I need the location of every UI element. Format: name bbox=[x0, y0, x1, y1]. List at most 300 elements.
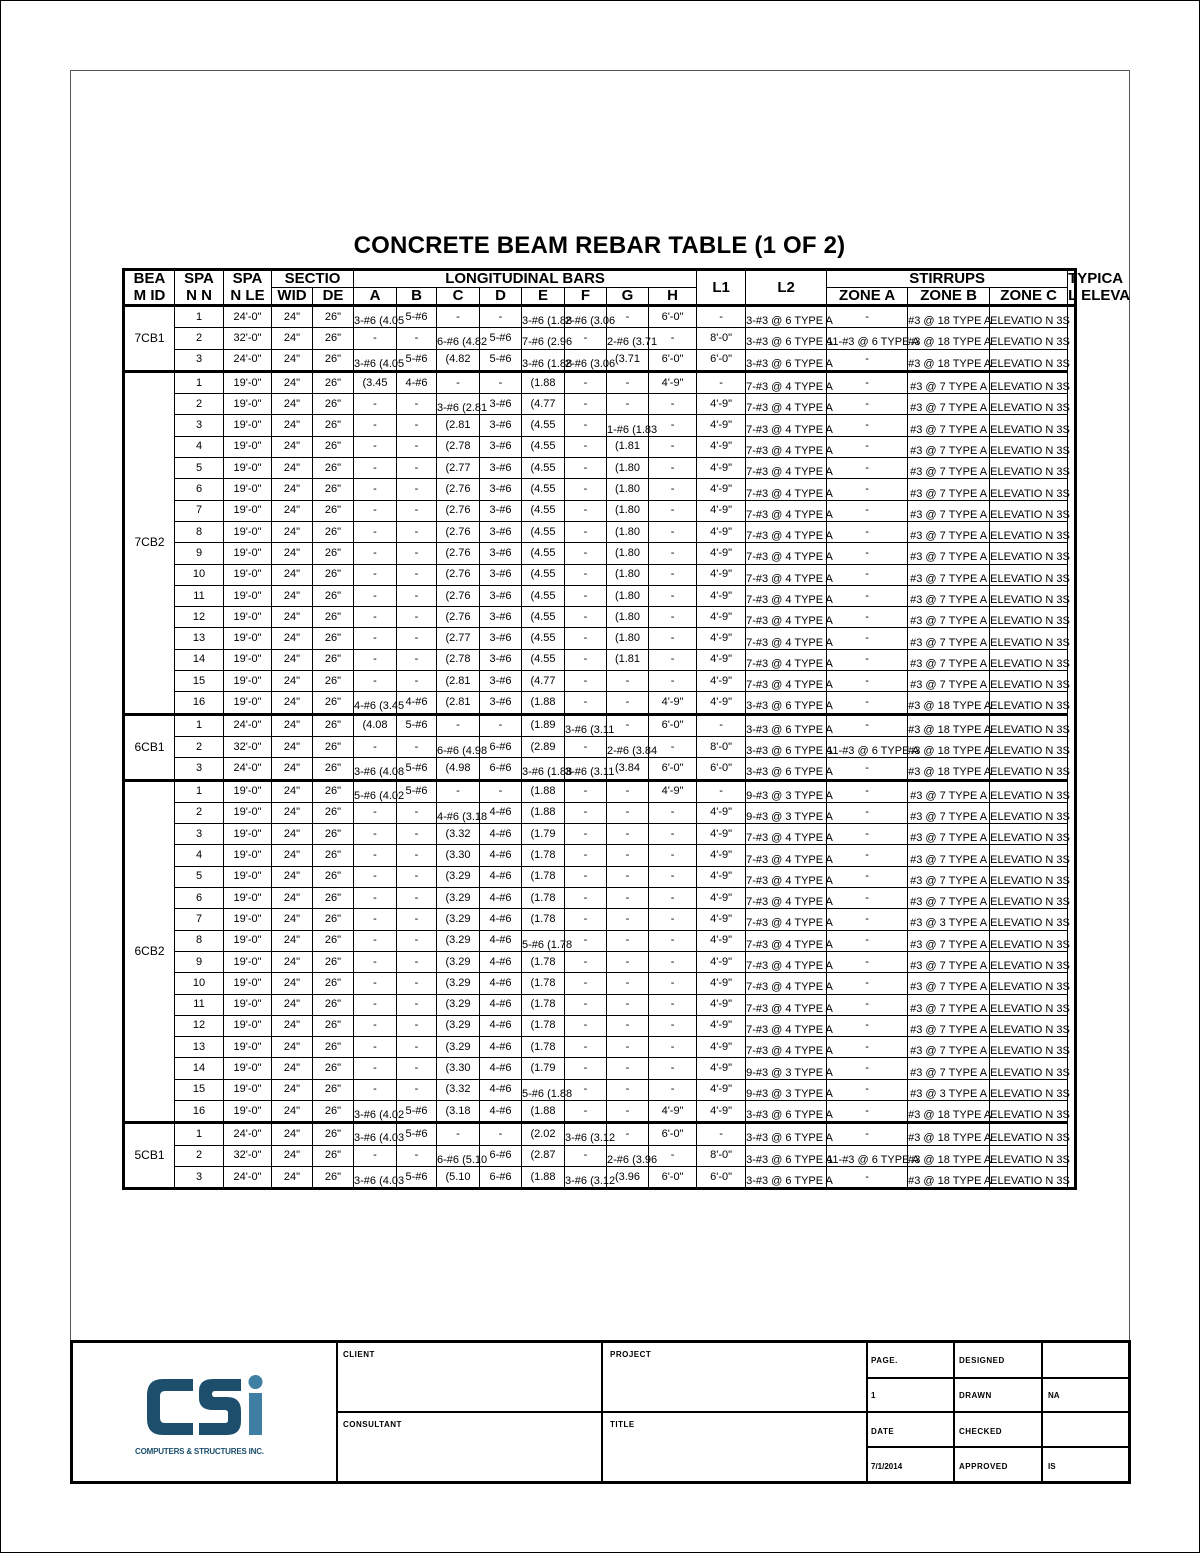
cell-bar-c: 5-#6 bbox=[397, 1100, 437, 1122]
cell-bar-b: - bbox=[354, 1037, 397, 1058]
cell-elevation: ELEVATIO N 3S bbox=[990, 415, 1068, 436]
cell-bar-g: - bbox=[565, 909, 607, 930]
cell-l2: 8'-0" bbox=[697, 736, 746, 757]
cell-bar-h: (1.80 bbox=[607, 458, 649, 479]
cell-zone-b: - bbox=[827, 1037, 908, 1058]
cell-width: 19'-0" bbox=[224, 371, 272, 393]
cell-bar-b: 3-#6 (4.05 bbox=[354, 349, 397, 371]
cell-l1: - bbox=[649, 973, 697, 994]
cell-zone-a: 3-#3 @ 6 TYPE A bbox=[746, 1123, 827, 1145]
cell-width: 19'-0" bbox=[224, 845, 272, 866]
cell-bar-a: 26" bbox=[313, 371, 354, 393]
cell-bar-a: 26" bbox=[313, 607, 354, 628]
cell-span-length: 14 bbox=[175, 1058, 224, 1079]
cell-bar-e: 6-#6 bbox=[480, 1145, 522, 1166]
cell-bar-f: (4.55 bbox=[522, 415, 565, 436]
cell-l1: 6'-0" bbox=[649, 349, 697, 371]
table-row bbox=[124, 1037, 1076, 1058]
cell-width: 24'-0" bbox=[224, 1123, 272, 1145]
cell-bar-g: - bbox=[565, 371, 607, 393]
cell-bar-f: (4.55 bbox=[522, 458, 565, 479]
cell-l2: 4'-9" bbox=[697, 415, 746, 436]
cell-bar-e: 4-#6 bbox=[480, 951, 522, 972]
cell-bar-d: - bbox=[437, 780, 480, 802]
cell-elevation: ELEVATIO N 3S bbox=[990, 328, 1068, 349]
cell-bar-c: - bbox=[397, 1015, 437, 1036]
cell-bar-b: - bbox=[354, 479, 397, 500]
cell-width: 19'-0" bbox=[224, 1079, 272, 1100]
cell-bar-d: (3.30 bbox=[437, 845, 480, 866]
cell-bar-f: (1.78 bbox=[522, 1037, 565, 1058]
cell-bar-d: (2.76 bbox=[437, 564, 480, 585]
cell-width: 19'-0" bbox=[224, 866, 272, 887]
cell-elevation: ELEVATIO N 3S bbox=[990, 780, 1068, 802]
cell-bar-e: 3-#6 bbox=[480, 436, 522, 457]
cell-bar-h: - bbox=[607, 714, 649, 736]
cell-bar-h: (1.80 bbox=[607, 585, 649, 606]
cell-zone-c: #3 @ 7 TYPE A bbox=[908, 521, 990, 542]
cell-bar-b: - bbox=[354, 564, 397, 585]
cell-bar-c: - bbox=[397, 845, 437, 866]
cell-bar-g: - bbox=[565, 824, 607, 845]
cell-bar-h: - bbox=[607, 888, 649, 909]
cell-bar-d: (2.76 bbox=[437, 607, 480, 628]
cell-span-length: 7 bbox=[175, 500, 224, 521]
cell-bar-e: 4-#6 bbox=[480, 845, 522, 866]
table-row bbox=[124, 802, 1076, 823]
cell-zone-c: #3 @ 18 TYPE A bbox=[908, 306, 990, 328]
cell-bar-e: - bbox=[480, 371, 522, 393]
cell-zone-c: #3 @ 3 TYPE A bbox=[908, 1079, 990, 1100]
cell-bar-c: - bbox=[397, 521, 437, 542]
cell-zone-a: 7-#3 @ 4 TYPE A bbox=[746, 824, 827, 845]
cell-bar-e: 3-#6 bbox=[480, 607, 522, 628]
cell-zone-a: 7-#3 @ 4 TYPE A bbox=[746, 394, 827, 415]
cell-bar-f: (1.88 bbox=[522, 1100, 565, 1122]
cell-l1: 4'-9" bbox=[649, 780, 697, 802]
cell-zone-b: - bbox=[827, 909, 908, 930]
cell-l2: 4'-9" bbox=[697, 1015, 746, 1036]
cell-bar-c: 5-#6 bbox=[397, 1123, 437, 1145]
cell-l1: - bbox=[649, 458, 697, 479]
cell-elevation: ELEVATIO N 3S bbox=[990, 649, 1068, 670]
cell-span-length: 11 bbox=[175, 585, 224, 606]
cell-bar-e: - bbox=[480, 1123, 522, 1145]
cell-elevation: ELEVATIO N 3S bbox=[990, 436, 1068, 457]
cell-zone-c: #3 @ 7 TYPE A bbox=[908, 1015, 990, 1036]
cell-bar-a: 26" bbox=[313, 671, 354, 692]
cell-bar-f: (1.78 bbox=[522, 845, 565, 866]
cell-bar-d: - bbox=[437, 1123, 480, 1145]
cell-span-length: 16 bbox=[175, 1100, 224, 1122]
cell-bar-e: 6-#6 bbox=[480, 758, 522, 780]
cell-bar-b: 5-#6 (4.02 bbox=[354, 780, 397, 802]
hdr-l2: L2 bbox=[746, 270, 827, 306]
cell-bar-g: 3-#6 (3.11 bbox=[565, 758, 607, 780]
cell-zone-b: - bbox=[827, 585, 908, 606]
cell-bar-a: 26" bbox=[313, 479, 354, 500]
cell-bar-g: - bbox=[565, 649, 607, 670]
cell-bar-a: 26" bbox=[313, 649, 354, 670]
cell-l1: - bbox=[649, 521, 697, 542]
cell-bar-a: 26" bbox=[313, 973, 354, 994]
cell-bar-g: - bbox=[565, 780, 607, 802]
cell-depth: 24" bbox=[272, 479, 313, 500]
cell-l2: 6'-0" bbox=[697, 349, 746, 371]
cell-l1: 4'-9" bbox=[649, 371, 697, 393]
cell-width: 19'-0" bbox=[224, 479, 272, 500]
cell-l2: 4'-9" bbox=[697, 628, 746, 649]
cell-bar-h: - bbox=[607, 1015, 649, 1036]
cell-bar-b: - bbox=[354, 521, 397, 542]
cell-bar-g: - bbox=[565, 736, 607, 757]
cell-bar-a: 26" bbox=[313, 1145, 354, 1166]
cell-depth: 24" bbox=[272, 371, 313, 393]
cell-width: 32'-0" bbox=[224, 736, 272, 757]
cell-depth: 24" bbox=[272, 888, 313, 909]
table-row bbox=[124, 780, 1076, 802]
cell-l2: 4'-9" bbox=[697, 802, 746, 823]
cell-l1: 4'-9" bbox=[649, 692, 697, 714]
cell-width: 19'-0" bbox=[224, 521, 272, 542]
cell-bar-g: - bbox=[565, 671, 607, 692]
table-row bbox=[124, 1123, 1076, 1145]
hdr-stirrups: STIRRUPS bbox=[827, 270, 1068, 288]
cell-bar-a: 26" bbox=[313, 628, 354, 649]
table-row bbox=[124, 328, 1076, 349]
cell-l1: 4'-9" bbox=[649, 1100, 697, 1122]
cell-zone-c: #3 @ 7 TYPE A bbox=[908, 888, 990, 909]
cell-bar-h: (3.84 bbox=[607, 758, 649, 780]
cell-bar-c: - bbox=[397, 888, 437, 909]
cell-bar-h: - bbox=[607, 845, 649, 866]
cell-bar-c: - bbox=[397, 1058, 437, 1079]
cell-zone-a: 7-#3 @ 4 TYPE A bbox=[746, 458, 827, 479]
page-title: CONCRETE BEAM REBAR TABLE (1 OF 2) bbox=[353, 232, 846, 259]
cell-zone-a: 7-#3 @ 4 TYPE A bbox=[746, 994, 827, 1015]
table-row bbox=[124, 628, 1076, 649]
cell-zone-c: #3 @ 7 TYPE A bbox=[908, 649, 990, 670]
cell-zone-c: #3 @ 7 TYPE A bbox=[908, 415, 990, 436]
cell-bar-f: (4.55 bbox=[522, 564, 565, 585]
cell-bar-h: - bbox=[607, 306, 649, 328]
cell-width: 19'-0" bbox=[224, 649, 272, 670]
cell-l2: 4'-9" bbox=[697, 607, 746, 628]
table-row bbox=[124, 736, 1076, 757]
cell-bar-h: - bbox=[607, 930, 649, 951]
cell-bar-d: (3.30 bbox=[437, 1058, 480, 1079]
cell-bar-f: (1.88 bbox=[522, 780, 565, 802]
cell-span-length: 2 bbox=[175, 328, 224, 349]
cell-width: 32'-0" bbox=[224, 1145, 272, 1166]
cell-elevation: ELEVATIO N 3S bbox=[990, 371, 1068, 393]
designed-label: DESIGNED bbox=[959, 1356, 1005, 1365]
cell-depth: 24" bbox=[272, 394, 313, 415]
cell-bar-d: 6-#6 (4.82 bbox=[437, 328, 480, 349]
cell-depth: 24" bbox=[272, 436, 313, 457]
cell-zone-c: #3 @ 18 TYPE A bbox=[908, 758, 990, 780]
cell-zone-c: #3 @ 7 TYPE A bbox=[908, 607, 990, 628]
cell-bar-a: 26" bbox=[313, 521, 354, 542]
cell-bar-b: - bbox=[354, 1079, 397, 1100]
cell-depth: 24" bbox=[272, 692, 313, 714]
cell-l2: 4'-9" bbox=[697, 394, 746, 415]
cell-bar-h: (1.80 bbox=[607, 479, 649, 500]
cell-bar-h: - bbox=[607, 802, 649, 823]
cell-span-length: 3 bbox=[175, 349, 224, 371]
cell-bar-d: 4-#6 (3.18 bbox=[437, 802, 480, 823]
cell-span-length: 2 bbox=[175, 394, 224, 415]
cell-l1: 6'-0" bbox=[649, 1123, 697, 1145]
cell-depth: 24" bbox=[272, 1079, 313, 1100]
cell-zone-a: 7-#3 @ 4 TYPE A bbox=[746, 585, 827, 606]
cell-depth: 24" bbox=[272, 415, 313, 436]
cell-depth: 24" bbox=[272, 866, 313, 887]
cell-bar-h: - bbox=[607, 692, 649, 714]
cell-zone-b: - bbox=[827, 714, 908, 736]
cell-bar-g: - bbox=[565, 994, 607, 1015]
cell-l1: - bbox=[649, 585, 697, 606]
cell-bar-d: 6-#6 (5.10 bbox=[437, 1145, 480, 1166]
cell-bar-g: - bbox=[565, 973, 607, 994]
cell-zone-b: - bbox=[827, 371, 908, 393]
cell-bar-f: (1.79 bbox=[522, 1058, 565, 1079]
cell-width: 19'-0" bbox=[224, 824, 272, 845]
cell-zone-a: 7-#3 @ 4 TYPE A bbox=[746, 479, 827, 500]
cell-bar-c: 5-#6 bbox=[397, 714, 437, 736]
cell-zone-b: - bbox=[827, 866, 908, 887]
cell-zone-a: 7-#3 @ 4 TYPE A bbox=[746, 371, 827, 393]
cell-bar-b: - bbox=[354, 951, 397, 972]
cell-zone-c: #3 @ 18 TYPE A bbox=[908, 714, 990, 736]
cell-elevation: ELEVATIO N 3S bbox=[990, 1100, 1068, 1122]
cell-bar-e: 3-#6 bbox=[480, 692, 522, 714]
cell-bar-a: 26" bbox=[313, 1166, 354, 1188]
table-row bbox=[124, 649, 1076, 670]
cell-l2: 4'-9" bbox=[697, 1079, 746, 1100]
cell-bar-h: 2-#6 (3.84 bbox=[607, 736, 649, 757]
cell-zone-b: - bbox=[827, 780, 908, 802]
cell-bar-d: (4.98 bbox=[437, 758, 480, 780]
beam-id-cell: 7CB1 bbox=[124, 306, 175, 372]
cell-zone-a: 7-#3 @ 4 TYPE A bbox=[746, 628, 827, 649]
cell-bar-d: (3.29 bbox=[437, 951, 480, 972]
page-value: 1 bbox=[871, 1391, 876, 1400]
cell-width: 19'-0" bbox=[224, 1015, 272, 1036]
table-row bbox=[124, 909, 1076, 930]
cell-zone-a: 3-#3 @ 6 TYPE A bbox=[746, 349, 827, 371]
cell-bar-g: - bbox=[565, 888, 607, 909]
table-row bbox=[124, 714, 1076, 736]
table-row bbox=[124, 1145, 1076, 1166]
cell-bar-e: 3-#6 bbox=[480, 564, 522, 585]
cell-l2: 4'-9" bbox=[697, 973, 746, 994]
cell-bar-c: - bbox=[397, 671, 437, 692]
cell-zone-a: 3-#3 @ 6 TYPE A bbox=[746, 714, 827, 736]
cell-width: 19'-0" bbox=[224, 607, 272, 628]
cell-bar-c: - bbox=[397, 458, 437, 479]
cell-l1: - bbox=[649, 1145, 697, 1166]
cell-bar-b: - bbox=[354, 1145, 397, 1166]
cell-depth: 24" bbox=[272, 543, 313, 564]
cell-bar-e: 4-#6 bbox=[480, 824, 522, 845]
cell-l1: - bbox=[649, 564, 697, 585]
cell-bar-c: - bbox=[397, 436, 437, 457]
cell-bar-c: - bbox=[397, 585, 437, 606]
cell-l2: 8'-0" bbox=[697, 1145, 746, 1166]
cell-elevation: ELEVATIO N 3S bbox=[990, 1145, 1068, 1166]
cell-zone-b: - bbox=[827, 973, 908, 994]
cell-elevation: ELEVATIO N 3S bbox=[990, 394, 1068, 415]
cell-zone-b: - bbox=[827, 802, 908, 823]
table-row bbox=[124, 758, 1076, 780]
cell-elevation: ELEVATIO N 3S bbox=[990, 951, 1068, 972]
hdr-span-len: SPA bbox=[224, 270, 272, 288]
cell-width: 19'-0" bbox=[224, 1058, 272, 1079]
cell-zone-a: 7-#3 @ 4 TYPE A bbox=[746, 866, 827, 887]
hdr-zone-b: ZONE B bbox=[908, 288, 990, 306]
cell-bar-g: 3-#6 (3.12 bbox=[565, 1123, 607, 1145]
cell-zone-b: 11-#3 @ 6 TYPE A bbox=[827, 1145, 908, 1166]
cell-zone-b: - bbox=[827, 458, 908, 479]
cell-bar-h: - bbox=[607, 671, 649, 692]
cell-span-length: 2 bbox=[175, 736, 224, 757]
cell-elevation: ELEVATIO N 3S bbox=[990, 543, 1068, 564]
cell-bar-a: 26" bbox=[313, 714, 354, 736]
cell-zone-a: 3-#3 @ 6 TYPE A bbox=[746, 1100, 827, 1122]
cell-bar-c: - bbox=[397, 909, 437, 930]
cell-bar-f: (1.78 bbox=[522, 909, 565, 930]
table-row bbox=[124, 607, 1076, 628]
date-label: DATE bbox=[871, 1427, 895, 1436]
cell-bar-g: - bbox=[565, 479, 607, 500]
cell-bar-d: (2.81 bbox=[437, 415, 480, 436]
cell-bar-c: - bbox=[397, 415, 437, 436]
cell-zone-a: 3-#3 @ 6 TYPE A bbox=[746, 306, 827, 328]
cell-span-length: 1 bbox=[175, 306, 224, 328]
cell-span-length: 8 bbox=[175, 521, 224, 542]
cell-l1: - bbox=[649, 543, 697, 564]
cell-zone-a: 7-#3 @ 4 TYPE A bbox=[746, 500, 827, 521]
cell-l1: - bbox=[649, 1079, 697, 1100]
cell-bar-a: 26" bbox=[313, 543, 354, 564]
cell-bar-g: 2-#6 (3.06 bbox=[565, 349, 607, 371]
cell-elevation: ELEVATIO N 3S bbox=[990, 692, 1068, 714]
cell-bar-h: 2-#6 (3.71 bbox=[607, 328, 649, 349]
cell-bar-a: 26" bbox=[313, 888, 354, 909]
cell-elevation: ELEVATIO N 3S bbox=[990, 1037, 1068, 1058]
cell-zone-b: - bbox=[827, 1079, 908, 1100]
cell-bar-e: 4-#6 bbox=[480, 802, 522, 823]
cell-bar-a: 26" bbox=[313, 1037, 354, 1058]
cell-l2: - bbox=[697, 306, 746, 328]
table-row bbox=[124, 306, 1076, 328]
cell-zone-b: - bbox=[827, 1100, 908, 1122]
cell-bar-e: 3-#6 bbox=[480, 585, 522, 606]
cell-bar-e: 3-#6 bbox=[480, 394, 522, 415]
cell-span-length: 12 bbox=[175, 607, 224, 628]
cell-bar-f: (1.88 bbox=[522, 371, 565, 393]
cell-l1: - bbox=[649, 671, 697, 692]
cell-l1: - bbox=[649, 328, 697, 349]
cell-span-length: 10 bbox=[175, 564, 224, 585]
company-name: COMPUTERS & STRUCTURES INC. bbox=[135, 1447, 264, 1456]
cell-zone-c: #3 @ 7 TYPE A bbox=[908, 628, 990, 649]
cell-bar-e: 4-#6 bbox=[480, 1015, 522, 1036]
cell-zone-a: 3-#3 @ 6 TYPE A bbox=[746, 758, 827, 780]
cell-zone-a: 7-#3 @ 4 TYPE A bbox=[746, 521, 827, 542]
cell-bar-b: - bbox=[354, 1015, 397, 1036]
cell-width: 19'-0" bbox=[224, 930, 272, 951]
cell-bar-b: - bbox=[354, 607, 397, 628]
cell-bar-d: (3.29 bbox=[437, 973, 480, 994]
cell-span-length: 3 bbox=[175, 758, 224, 780]
table-row bbox=[124, 930, 1076, 951]
cell-zone-c: #3 @ 7 TYPE A bbox=[908, 951, 990, 972]
cell-width: 19'-0" bbox=[224, 802, 272, 823]
cell-bar-b: - bbox=[354, 585, 397, 606]
cell-bar-c: - bbox=[397, 1145, 437, 1166]
cell-bar-a: 26" bbox=[313, 1058, 354, 1079]
cell-bar-a: 26" bbox=[313, 780, 354, 802]
cell-zone-c: #3 @ 18 TYPE A bbox=[908, 1166, 990, 1188]
cell-bar-h: - bbox=[607, 371, 649, 393]
table-row bbox=[124, 951, 1076, 972]
table-row bbox=[124, 371, 1076, 393]
cell-span-length: 2 bbox=[175, 1145, 224, 1166]
cell-zone-c: #3 @ 7 TYPE A bbox=[908, 671, 990, 692]
cell-bar-c: 5-#6 bbox=[397, 780, 437, 802]
cell-bar-a: 26" bbox=[313, 564, 354, 585]
cell-bar-d: (2.76 bbox=[437, 500, 480, 521]
cell-bar-h: - bbox=[607, 1058, 649, 1079]
cell-bar-f: 3-#6 (1.88 bbox=[522, 349, 565, 371]
cell-bar-h: 1-#6 (1.83 bbox=[607, 415, 649, 436]
table-row bbox=[124, 543, 1076, 564]
cell-l2: 4'-9" bbox=[697, 564, 746, 585]
table-row bbox=[124, 671, 1076, 692]
cell-zone-b: - bbox=[827, 845, 908, 866]
cell-width: 24'-0" bbox=[224, 714, 272, 736]
cell-l2: 4'-9" bbox=[697, 951, 746, 972]
cell-zone-a: 7-#3 @ 4 TYPE A bbox=[746, 888, 827, 909]
cell-width: 19'-0" bbox=[224, 671, 272, 692]
cell-bar-g: - bbox=[565, 845, 607, 866]
beam-id-cell: 7CB2 bbox=[124, 371, 175, 714]
table-row bbox=[124, 479, 1076, 500]
cell-zone-c: #3 @ 7 TYPE A bbox=[908, 585, 990, 606]
cell-span-length: 8 bbox=[175, 930, 224, 951]
cell-bar-h: - bbox=[607, 1123, 649, 1145]
cell-width: 19'-0" bbox=[224, 1037, 272, 1058]
cell-bar-a: 26" bbox=[313, 866, 354, 887]
cell-bar-f: 5-#6 (1.78 bbox=[522, 930, 565, 951]
cell-bar-a: 26" bbox=[313, 500, 354, 521]
cell-l1: - bbox=[649, 1058, 697, 1079]
cell-bar-f: (4.55 bbox=[522, 436, 565, 457]
cell-l1: - bbox=[649, 736, 697, 757]
cell-bar-a: 26" bbox=[313, 394, 354, 415]
cell-depth: 24" bbox=[272, 994, 313, 1015]
cell-bar-h: - bbox=[607, 824, 649, 845]
cell-zone-c: #3 @ 7 TYPE A bbox=[908, 802, 990, 823]
cell-zone-b: 11-#3 @ 6 TYPE A bbox=[827, 328, 908, 349]
cell-zone-c: #3 @ 18 TYPE A bbox=[908, 1100, 990, 1122]
cell-elevation: ELEVATIO N 3S bbox=[990, 521, 1068, 542]
cell-bar-e: 3-#6 bbox=[480, 671, 522, 692]
cell-zone-b: - bbox=[827, 1166, 908, 1188]
cell-bar-b: - bbox=[354, 1058, 397, 1079]
